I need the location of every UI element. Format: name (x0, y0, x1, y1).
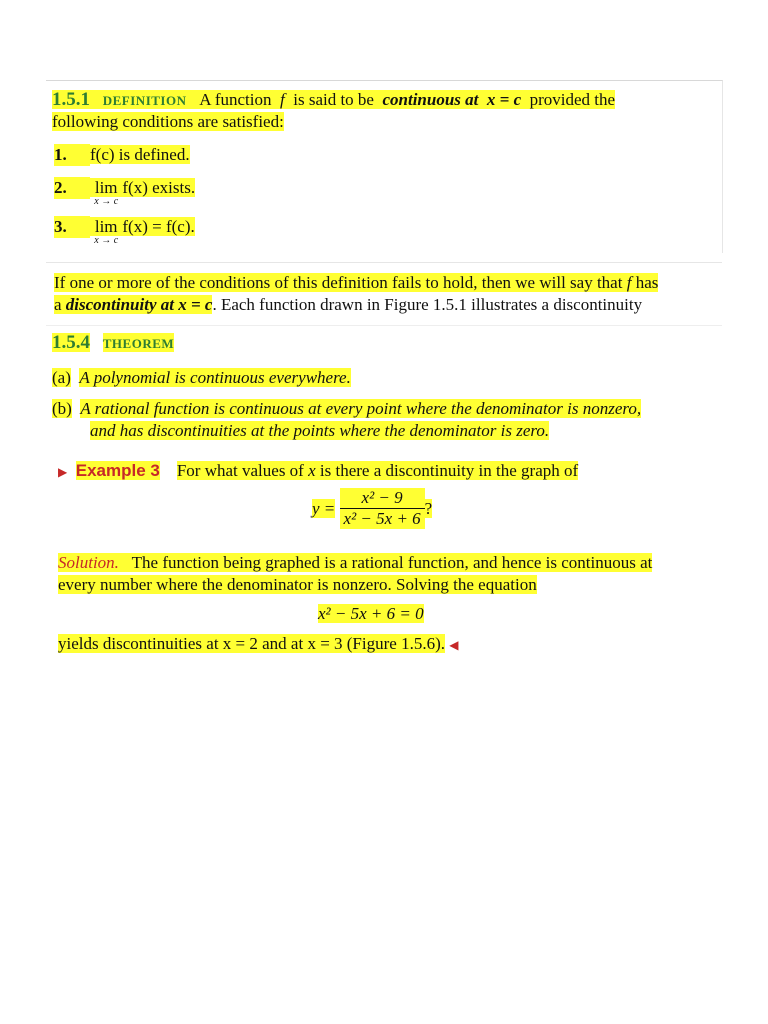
definition-line-2 (52, 111, 284, 133)
theorem-part-b: (b) A rational function is continuous at every point where the denominator is nonzero, (52, 399, 642, 418)
condition-3 (54, 216, 195, 246)
solution-equation: x² − 5x + 6 = 0 (318, 604, 424, 623)
condition-number: 2. (54, 177, 90, 199)
definition-equation: x = c (486, 90, 522, 109)
solution-line-2: every number where the denominator is nonzero. Solving the equation (58, 575, 537, 594)
definition-text: A function (199, 90, 272, 109)
definition-text: is said to be (293, 90, 374, 109)
definition-term: continuous at (382, 90, 479, 109)
definition-line-1 (52, 89, 615, 112)
solution-line-1: Solution. The function being graphed is a rational function, and hence is continuous at (58, 553, 653, 572)
condition-1 (54, 144, 190, 166)
example-heading: ▶ Example 3 For what values of x is there a discontinuity in the graph of (58, 461, 579, 480)
function-symbol: f (280, 90, 285, 109)
definition-text: following conditions are satisfied: (52, 112, 284, 131)
condition-number: 1. (54, 144, 90, 166)
solution-line-3: yields discontinuities at x = 2 and at x = 3 (Figure 1.5.6). ◀ (58, 634, 459, 653)
condition-text: f(c) is defined. (90, 145, 190, 164)
rational-fraction: $\frac{\text{x² − 9}}{\text{x² − 5x + 6}}$ (340, 488, 425, 529)
condition-number: 3. (54, 216, 90, 238)
limit-operator: lim x → c (94, 217, 119, 246)
condition-2 (54, 177, 195, 207)
end-marker-icon: ◀ (449, 638, 459, 652)
paragraph-line-2: a discontinuity at x = c. Each function drawn in Figure 1.5.1 illustrates a discontinuity (54, 295, 643, 314)
paragraph-line-1: If one or more of the conditions of this definition fails to hold, then we will say that f has (54, 273, 659, 292)
definition-label: DEFINITION (102, 93, 187, 108)
example-marker-icon: ▶ (58, 465, 68, 479)
condition-text: f(x) exists. (122, 178, 196, 197)
definition-text: provided the (529, 90, 616, 109)
theorem-number: 1.5.4 (52, 332, 90, 353)
theorem-part-b-cont: and has discontinuities at the points where the denominator is zero. (90, 421, 550, 440)
example-label: Example 3 (75, 461, 160, 480)
definition-number: 1.5.1 (52, 89, 90, 110)
condition-text: f(x) = f(c). (122, 217, 195, 236)
theorem-label: THEOREM (102, 336, 175, 351)
example-equation: y = $\frac{\text{x² − 9}}{\text{x² − 5x + 6}}$ ? (312, 488, 433, 528)
limit-operator: lim x → c (94, 178, 119, 207)
solution-label: Solution. (58, 553, 119, 572)
theorem-heading (52, 332, 174, 355)
theorem-part-a: (a) A polynomial is continuous everywhere. (52, 368, 351, 387)
